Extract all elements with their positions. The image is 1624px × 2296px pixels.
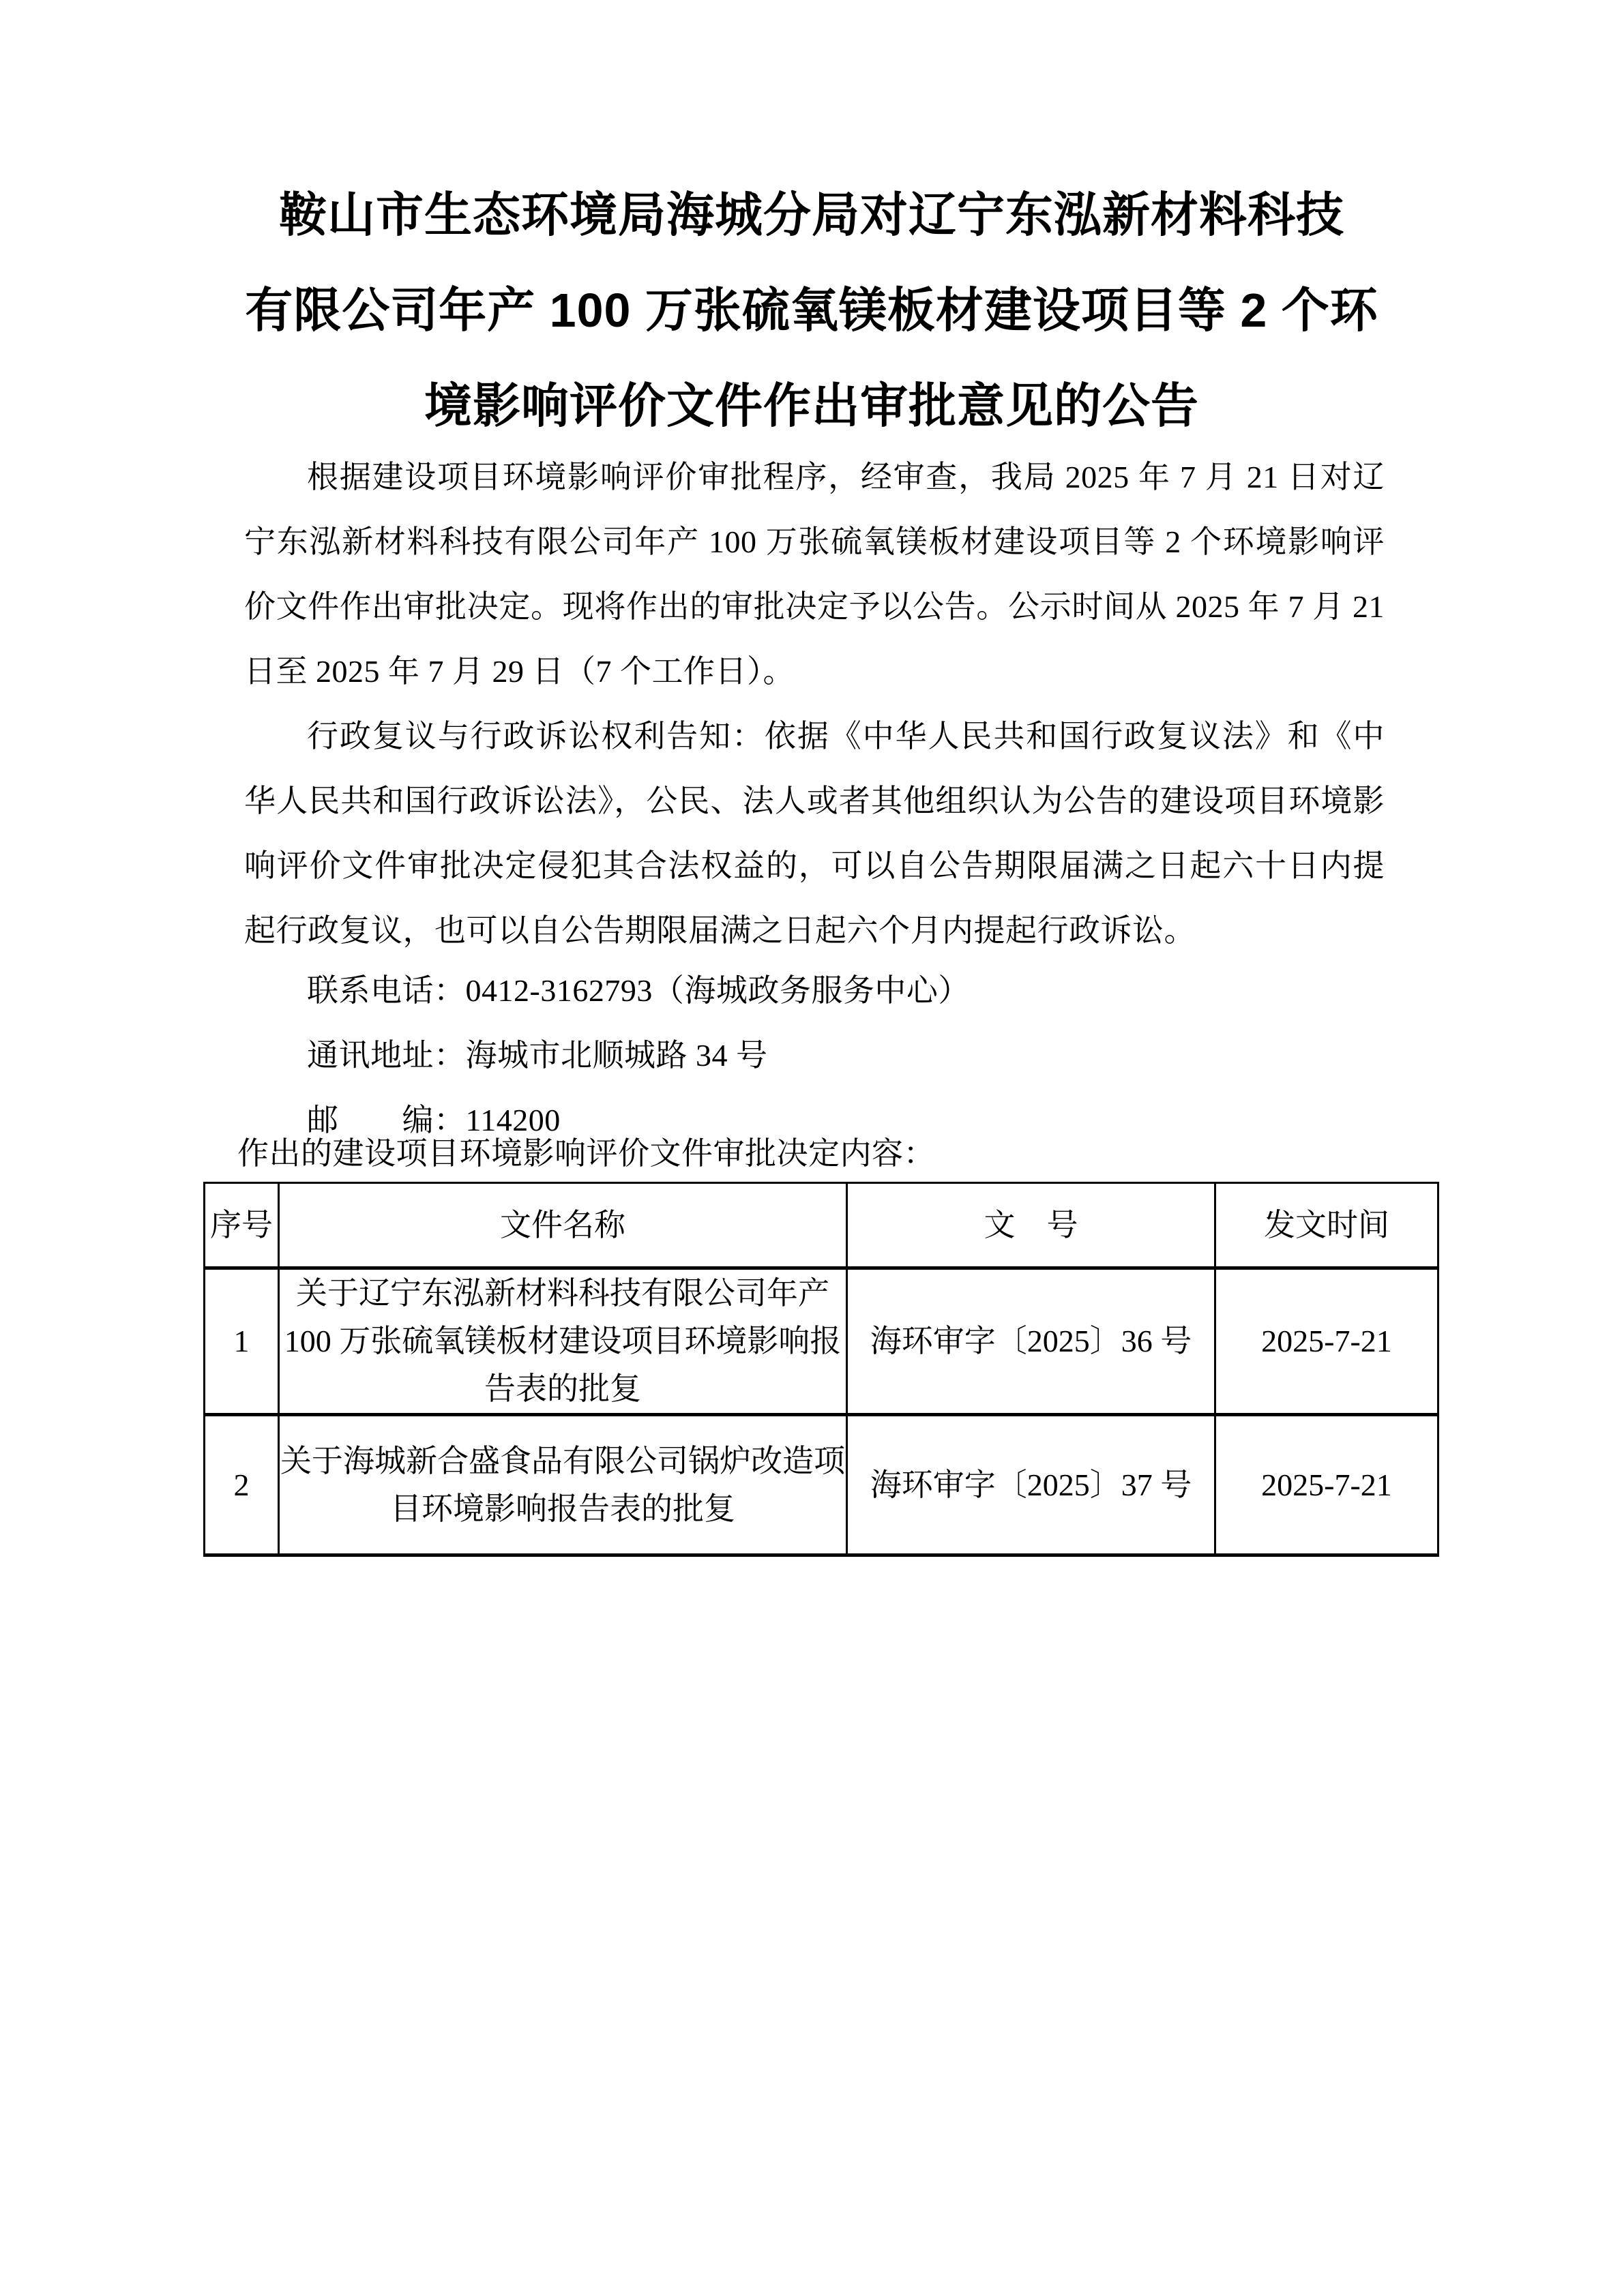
cell-document-number: 海环审字〔2025〕36 号 <box>847 1268 1215 1415</box>
cell-serial-number: 2 <box>205 1415 279 1555</box>
column-header-document-number: 文 号 <box>847 1183 1215 1268</box>
table-row <box>205 1415 1438 1555</box>
approval-decisions-table <box>203 1182 1439 1557</box>
contact-zip-code: 邮 编：114200 <box>307 1103 561 1137</box>
page-title <box>232 167 1391 453</box>
title-line-1: 鞍山市生态环境局海城分局对辽宁东泓新材料科技 <box>279 188 1344 241</box>
column-header-serial-number: 序号 <box>205 1183 279 1268</box>
cell-serial-number: 1 <box>205 1268 279 1415</box>
cell-document-name: 关于海城新合盛食品有限公司锅炉改造项目环境影响报告表的批复 <box>279 1415 847 1555</box>
paragraph-approval-notice: 根据建设项目环境影响评价审批程序，经审查，我局 2025 年 7 月 21 日对辽宁东泓新材料科技有限公司年产 100 万张硫氧镁板材建设项目等 2 个环境影响评价文件作出审批决定。现将作出的审批决定予以公告。公示时间从 2025 年 7 月 21 日至 2025 年 7 月 29 日（7 个工作日）。 <box>244 460 1385 689</box>
column-header-document-name: 文件名称 <box>279 1183 847 1268</box>
cell-document-number: 海环审字〔2025〕37 号 <box>847 1415 1215 1555</box>
cell-document-name: 关于辽宁东泓新材料科技有限公司年产 100 万张硫氧镁板材建设项目环境影响报告表的批复 <box>279 1268 847 1415</box>
paragraph-rights-notice: 行政复议与行政诉讼权利告知：依据《中华人民共和国行政复议法》和《中华人民共和国行政诉讼法》，公民、法人或者其他组织认为公告的建设项目环境影响评价文件审批决定侵犯其合法权益的，可以自公告期限届满之日起六十日内提起行政复议，也可以自公告期限届满之日起六个月内提起行政诉讼。 <box>244 719 1385 948</box>
table-row <box>205 1268 1438 1415</box>
title-line-3: 境影响评价文件作出审批意见的公告 <box>424 379 1199 432</box>
table-header-row <box>205 1183 1438 1268</box>
contact-phone: 联系电话：0412-3162793（海城政务服务中心） <box>307 973 970 1008</box>
title-line-2: 有限公司年产 100 万张硫氧镁板材建设项目等 2 个环 <box>245 284 1378 337</box>
table-intro-line: 作出的建设项目环境影响评价文件审批决定内容： <box>237 1136 935 1171</box>
cell-issue-date: 2025-7-21 <box>1215 1415 1438 1555</box>
contact-address: 通讯地址：海城市北顺城路 34 号 <box>307 1038 768 1073</box>
column-header-issue-date: 发文时间 <box>1215 1183 1438 1268</box>
cell-issue-date: 2025-7-21 <box>1215 1268 1438 1415</box>
